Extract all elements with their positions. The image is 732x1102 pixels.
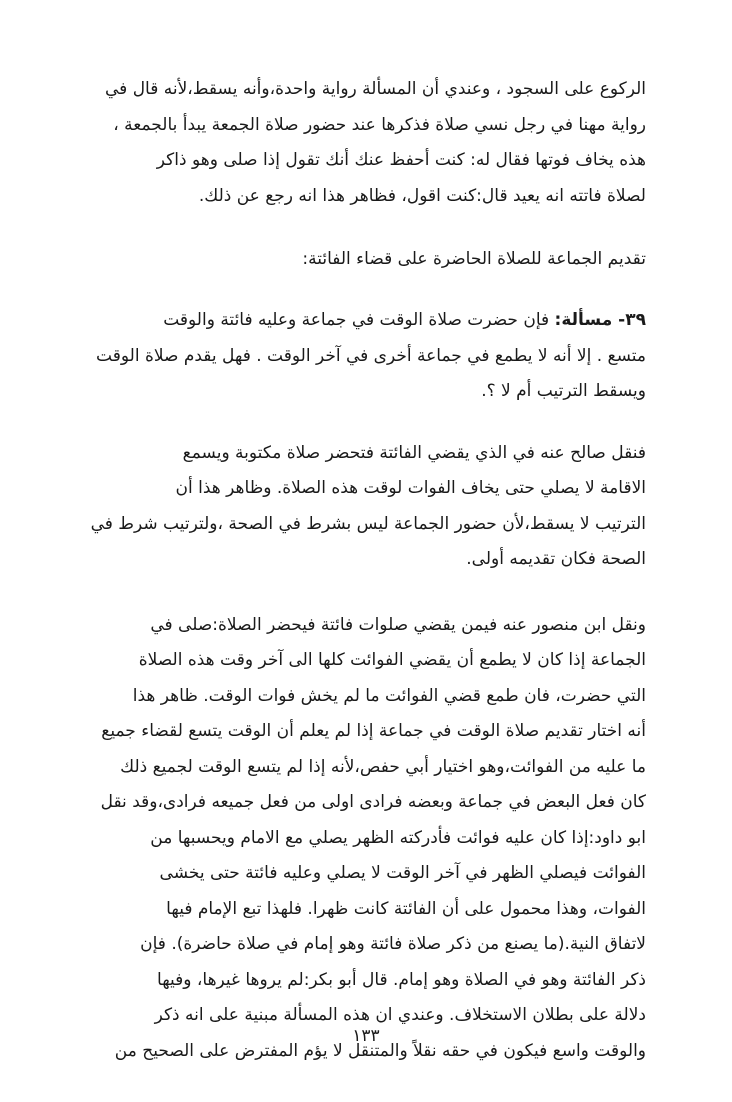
paragraph-4-line: الفوات، وهذا محمول على أن الفائتة كانت ظهرا. فلهذا تبع الإمام فيها — [166, 898, 646, 919]
paragraph-2-line: متسع . إلا أنه لا يطمع في جماعة أخرى في آخر الوقت . فهل يقدم صلاة الوقت — [96, 345, 646, 366]
paragraph-3-line: الصحة فكان تقديمه أولى. — [466, 549, 646, 569]
paragraph-1-line: الركوع على السجود ، وعندي أن المسألة رواية واحدة،وأنه يسقط،لأنه قال في — [105, 79, 646, 99]
page-number: ١٣٣ — [352, 1026, 380, 1046]
paragraph-2-line: ويسقط الترتيب أم لا ؟. — [481, 381, 646, 401]
paragraph-4-line: والوقت واسع فيكون في حقه نقلاً والمتنقل لا يؤم المفترض على الصحيح من — [114, 1040, 646, 1061]
paragraph-4-line: لاتفاق النية.(ما يصنع من ذكر صلاة فائتة وهو إمام في صلاة حاضرة). فإن — [140, 934, 646, 954]
paragraph-4 — [80, 608, 646, 1070]
section-heading: تقديم الجماعة للصلاة الحاضرة على قضاء الفائتة: — [302, 249, 646, 269]
paragraph-2-first-line — [80, 303, 646, 339]
paragraph-4-line: ذكر الفائتة وهو في الصلاة وهو إمام. قال أبو بكر:لم يروها غيرها، وفيها — [157, 969, 646, 990]
paragraph-2-line: فإن حضرت صلاة الوقت في جماعة وعليه فائتة والوقت — [163, 310, 555, 330]
paragraph-4-line: الفوائت فيصلي الظهر في آخر الوقت لا يصلي وعليه فائتة حتى يخشى — [159, 863, 646, 883]
paragraph-1-line: هذه يخاف فوتها فقال له: كنت أحفظ عنك أنك تقول إذا صلى وهو ذاكر — [156, 150, 646, 170]
paragraph-4-line: كان فعل البعض في جماعة وبعضه فرادى اولى من فعل جميعه فرادى،وقد نقل — [100, 792, 646, 812]
paragraph-2 — [80, 303, 646, 410]
paragraph-3-line: الاقامة لا يصلي حتى يخاف الفوات لوقت هذه الصلاة. وظاهر هذا أن — [175, 478, 646, 498]
paragraph-4-line: ما عليه من الفوائت،وهو اختيار أبي حفص،لأنه إذا لم يتسع الوقت لجميع ذلك — [120, 756, 646, 777]
paragraph-1 — [80, 72, 646, 214]
paragraph-4-line: التي حضرت، فان طمع قضي الفوائت ما لم يخش فوات الوقت. ظاهر هذا — [132, 685, 646, 706]
paragraph-4-line: الجماعة إذا كان لا يطمع أن يقضي الفوائت كلها الى آخر وقت هذه الصلاة — [138, 650, 646, 670]
paragraph-3 — [80, 436, 646, 578]
paragraph-3-line: الترتيب لا يسقط،لأن حضور الجماعة ليس بشرط في الصحة ،ولترتيب شرط في — [90, 513, 646, 534]
issue-label: ٣٩- مسألة: — [554, 310, 646, 330]
paragraph-3-line: فنقل صالح عنه في الذي يقضي الفائتة فتحضر صلاة مكتوبة ويسمع — [182, 442, 646, 463]
paragraph-4-line: دلالة على بطلان الاستخلاف. وعندي ان هذه المسألة مبنية على انه ذكر — [154, 1005, 646, 1025]
paragraph-4-line: ابو داود:إذا كان عليه فوائت فأدركته الظهر يصلي مع الامام ويحسبها من — [150, 827, 646, 848]
paragraph-1-line: لصلاة فاتته انه يعيد قال:كنت اقول، فظاهر هذا انه رجع عن ذلك. — [198, 185, 646, 206]
paragraph-4-line: ونقل ابن منصور عنه فيمن يقضي صلوات فائتة فيحضر الصلاة:صلى في — [150, 614, 646, 635]
paragraph-4-line: أنه اختار تقديم صلاة الوقت في جماعة إذا لم يعلم أن الوقت يتسع لقضاء جميع — [101, 721, 646, 741]
paragraph-1-line: رواية مهنا في رجل نسي صلاة فذكرها عند حضور صلاة الجمعة يبدأ بالجمعة ، — [113, 114, 646, 135]
